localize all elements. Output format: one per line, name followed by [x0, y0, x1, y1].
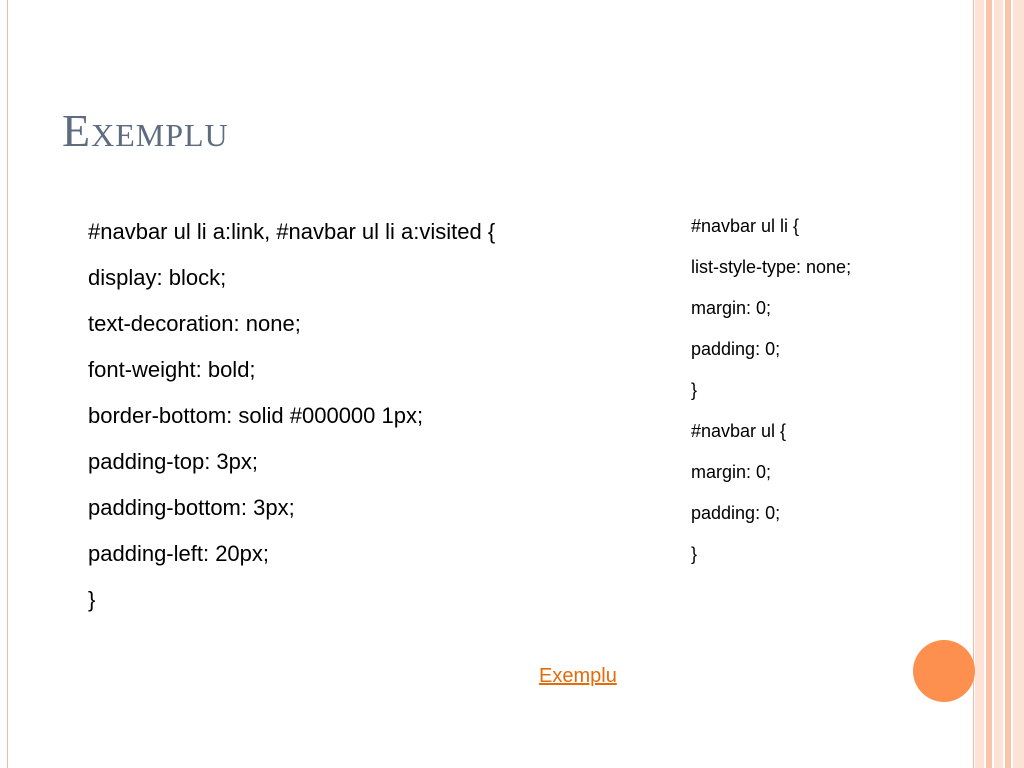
code-line: margin: 0;: [691, 298, 772, 318]
exemplu-link[interactable]: Exemplu: [539, 665, 617, 687]
code-line: text-decoration: none;: [88, 311, 301, 336]
slide-title: Exemplu: [62, 105, 229, 156]
decorative-stripe-5: [1013, 0, 1024, 768]
code-line: padding: 0;: [691, 503, 781, 523]
code-line: }: [691, 380, 698, 400]
left-code-block: [88, 209, 495, 623]
code-line: font-weight: bold;: [88, 357, 256, 382]
code-line: list-style-type: none;: [691, 257, 852, 277]
code-line: padding-bottom: 3px;: [88, 495, 295, 520]
code-line: padding-top: 3px;: [88, 449, 259, 474]
code-line: padding-left: 20px;: [88, 541, 270, 566]
code-line: }: [88, 587, 96, 612]
code-line: #navbar ul li a:link, #navbar ul li a:visited {: [88, 219, 496, 244]
code-line: border-bottom: solid #000000 1px;: [88, 403, 424, 428]
decorative-stripe-2: [986, 0, 992, 768]
decorative-stripe-1: [975, 0, 984, 768]
code-line: margin: 0;: [691, 462, 772, 482]
code-line: padding: 0;: [691, 339, 781, 359]
right-code-block: [691, 206, 851, 575]
code-line: #navbar ul li {: [691, 216, 800, 236]
decorative-stripe-4: [1005, 0, 1011, 768]
code-line: display: block;: [88, 265, 227, 290]
decorative-stripe-3: [994, 0, 1003, 768]
code-line: }: [691, 544, 698, 564]
code-line: #navbar ul {: [691, 421, 787, 441]
circle-icon: [913, 640, 975, 702]
